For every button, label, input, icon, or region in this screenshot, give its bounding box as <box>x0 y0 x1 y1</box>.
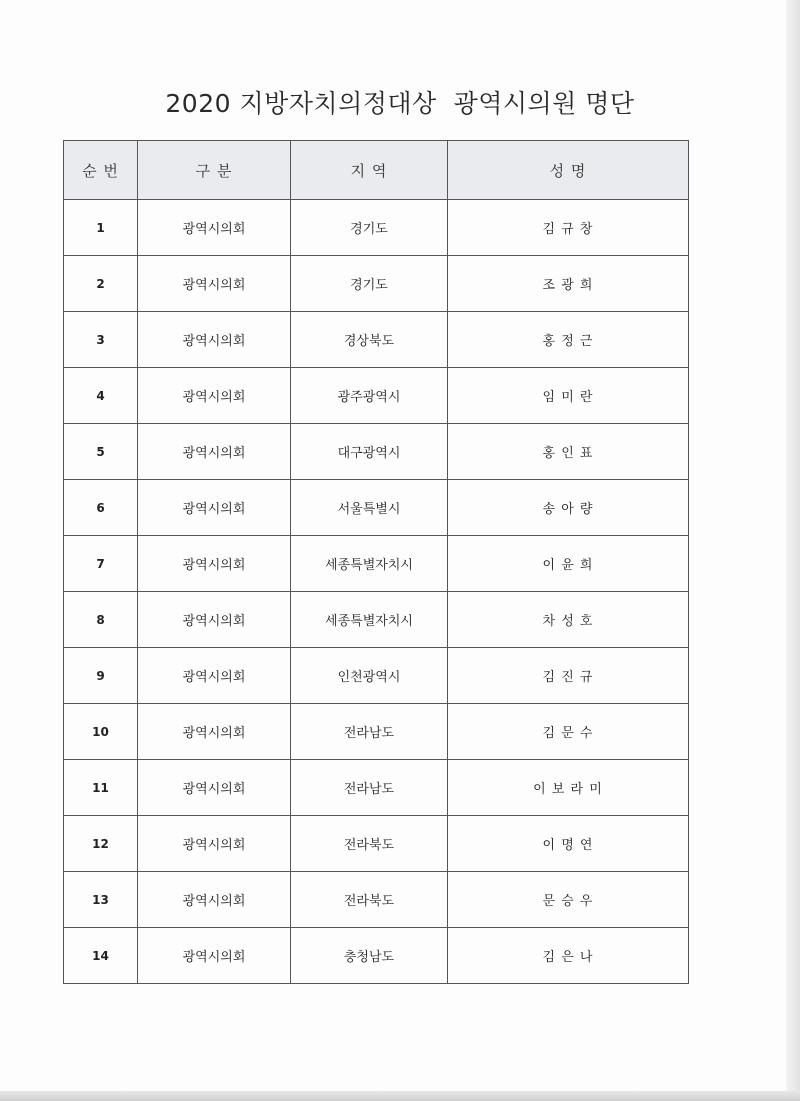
cell-region: 대구광역시 <box>291 424 448 480</box>
table-row <box>64 480 689 536</box>
cell-category: 광역시의회 <box>138 704 291 760</box>
council-member-table <box>63 140 689 984</box>
cell-category: 광역시의회 <box>138 928 291 984</box>
table-row <box>64 312 689 368</box>
cell-name: 송 아 량 <box>448 480 689 536</box>
cell-category: 광역시의회 <box>138 816 291 872</box>
table-row <box>64 200 689 256</box>
cell-number: 2 <box>64 256 138 312</box>
table-row <box>64 816 689 872</box>
cell-region: 전라북도 <box>291 816 448 872</box>
cell-number: 11 <box>64 760 138 816</box>
cell-region: 서울특별시 <box>291 480 448 536</box>
cell-region: 충청남도 <box>291 928 448 984</box>
cell-region: 세종특별자치시 <box>291 592 448 648</box>
cell-name: 김 은 나 <box>448 928 689 984</box>
cell-category: 광역시의회 <box>138 256 291 312</box>
cell-region: 경상북도 <box>291 312 448 368</box>
cell-name: 홍 정 근 <box>448 312 689 368</box>
header-number: 순 번 <box>64 141 138 200</box>
cell-number: 6 <box>64 480 138 536</box>
cell-region: 광주광역시 <box>291 368 448 424</box>
cell-category: 광역시의회 <box>138 200 291 256</box>
cell-category: 광역시의회 <box>138 480 291 536</box>
document-title: 2020 지방자치의정대상 광역시의원 명단 <box>165 89 635 118</box>
cell-category: 광역시의회 <box>138 760 291 816</box>
cell-category: 광역시의회 <box>138 536 291 592</box>
header-region: 지 역 <box>291 141 448 200</box>
cell-name: 조 광 희 <box>448 256 689 312</box>
cell-category: 광역시의회 <box>138 424 291 480</box>
cell-category: 광역시의회 <box>138 312 291 368</box>
cell-category: 광역시의회 <box>138 592 291 648</box>
cell-name: 김 진 규 <box>448 648 689 704</box>
table-row <box>64 536 689 592</box>
cell-name: 이 보 라 미 <box>448 760 689 816</box>
table-row <box>64 704 689 760</box>
cell-number: 10 <box>64 704 138 760</box>
cell-region: 세종특별자치시 <box>291 536 448 592</box>
cell-name: 이 명 연 <box>448 816 689 872</box>
table-row <box>64 928 689 984</box>
cell-name: 이 윤 희 <box>448 536 689 592</box>
cell-region: 전라남도 <box>291 704 448 760</box>
table-row <box>64 760 689 816</box>
cell-name: 김 문 수 <box>448 704 689 760</box>
cell-name: 임 미 란 <box>448 368 689 424</box>
table-body <box>64 200 689 984</box>
table-row <box>64 592 689 648</box>
table-row <box>64 648 689 704</box>
cell-number: 9 <box>64 648 138 704</box>
cell-number: 8 <box>64 592 138 648</box>
scan-edge-bottom <box>0 1091 800 1101</box>
cell-region: 경기도 <box>291 256 448 312</box>
cell-category: 광역시의회 <box>138 368 291 424</box>
table-row <box>64 872 689 928</box>
cell-number: 5 <box>64 424 138 480</box>
cell-name: 문 승 우 <box>448 872 689 928</box>
cell-region: 전라북도 <box>291 872 448 928</box>
cell-category: 광역시의회 <box>138 648 291 704</box>
cell-region: 경기도 <box>291 200 448 256</box>
scan-edge-right <box>786 0 800 1101</box>
cell-number: 14 <box>64 928 138 984</box>
cell-region: 전라남도 <box>291 760 448 816</box>
header-category: 구 분 <box>138 141 291 200</box>
table-header-row <box>64 141 689 200</box>
table-row <box>64 424 689 480</box>
cell-number: 4 <box>64 368 138 424</box>
cell-name: 차 성 호 <box>448 592 689 648</box>
cell-name: 홍 인 표 <box>448 424 689 480</box>
cell-name: 김 규 창 <box>448 200 689 256</box>
cell-category: 광역시의회 <box>138 872 291 928</box>
cell-region: 인천광역시 <box>291 648 448 704</box>
table-row <box>64 256 689 312</box>
cell-number: 3 <box>64 312 138 368</box>
table-row <box>64 368 689 424</box>
cell-number: 13 <box>64 872 138 928</box>
cell-number: 7 <box>64 536 138 592</box>
header-name: 성 명 <box>448 141 689 200</box>
cell-number: 12 <box>64 816 138 872</box>
cell-number: 1 <box>64 200 138 256</box>
